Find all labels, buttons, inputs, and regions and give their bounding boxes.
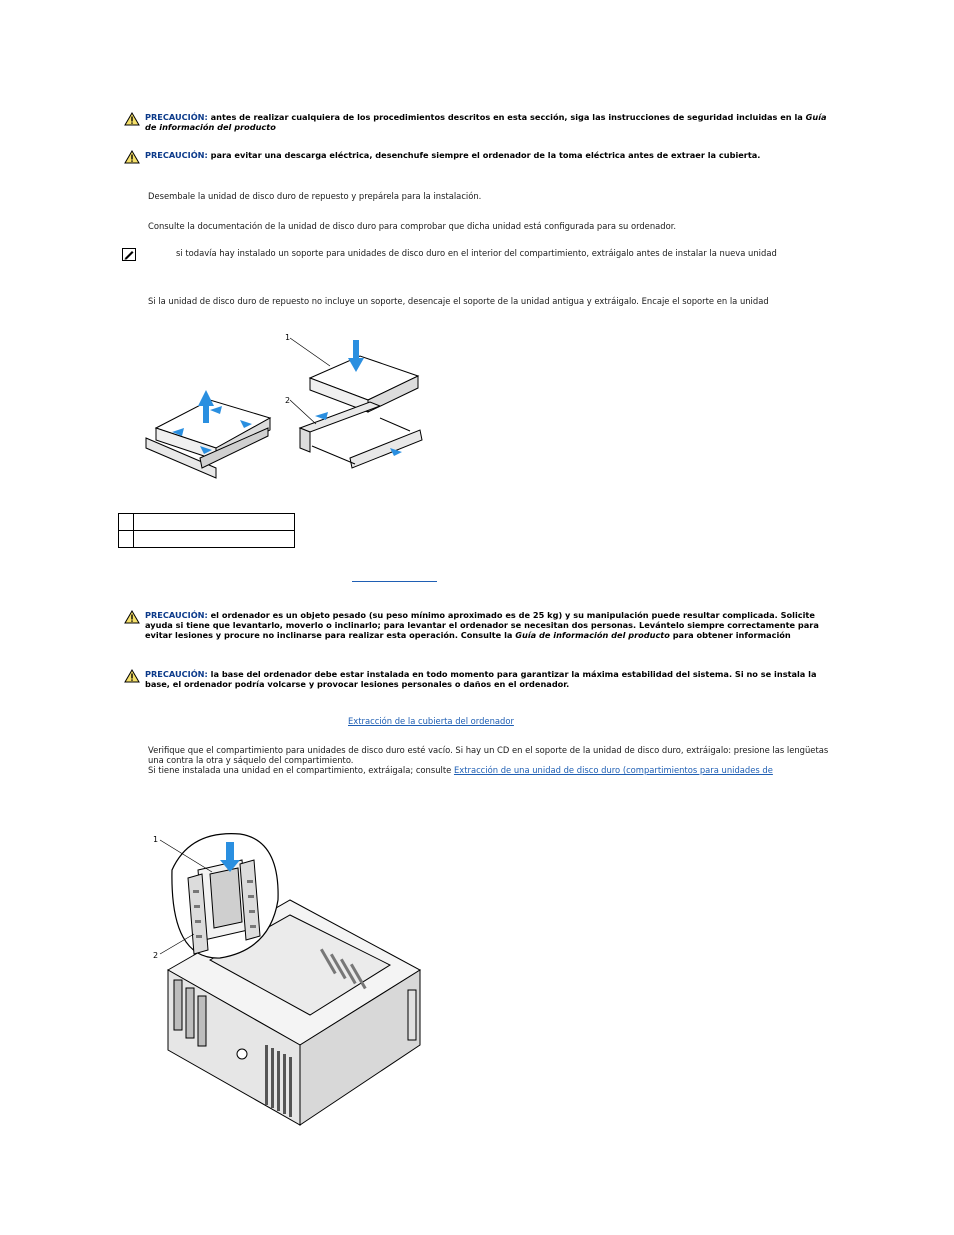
step-check-docs: Consulte la documentación de la unidad de disco duro para comprobar que dicha unidad está configurada para su ordenador.	[148, 221, 677, 231]
empty-link[interactable]	[352, 581, 437, 582]
step-bracket: Si la unidad de disco duro de repuesto no incluye un soporte, desencaje el soporte de la unidad antigua y extráigalo. Encaje el soporte en la unidad	[148, 296, 769, 306]
caution-label: PRECAUCIÓN:	[145, 150, 208, 160]
warning-icon	[124, 610, 140, 624]
caution-label: PRECAUCIÓN:	[145, 610, 208, 620]
step-verify	[148, 745, 833, 785]
figure2-callout-2: 2	[153, 951, 159, 960]
warning-icon	[124, 669, 140, 683]
table-row	[119, 514, 295, 531]
caution-text: el ordenador es un objeto pesado (su peso mínimo aproximado es de 25 kg) y su manipulación puede resultar complicada. Solicite ayuda si tiene que levantarlo, moverlo o inclinarlo; para levantar el ordenador se necesitan dos personas. Levántelo siempre correctamente para evitar lesiones y procure no inclinarse para realizar esta operación. Consulte la	[145, 610, 819, 640]
warning-icon	[124, 112, 140, 126]
legend-number	[119, 531, 134, 548]
drive-removal-link-continuation[interactable]	[148, 775, 216, 783]
note-text: si todavía hay instalado un soporte para unidades de disco duro en el interior del compartimiento, extráigalo antes de instalar la nueva unidad	[176, 248, 777, 258]
drive-bracket-illustration	[140, 328, 430, 488]
caution-text: para evitar una descarga eléctrica, desenchufe siempre el ordenador de la toma eléctrica antes de extraer la cubierta.	[207, 150, 761, 160]
caution-text: la base del ordenador debe estar instalada en todo momento para garantizar la máxima estabilidad del sistema. Si no se instala la base, el ordenador podría volcarse y provocar lesiones personales o daños en el ordenador.	[145, 669, 817, 689]
figure1-callout-1: 1	[285, 333, 291, 342]
figure2-callout-1: 1	[153, 835, 159, 844]
legend-description	[134, 531, 295, 548]
caution-italic: Guía de información del producto	[515, 630, 670, 640]
drive-removal-link[interactable]: Extracción de una unidad de disco duro (compartimientos para unidades de	[453, 765, 773, 775]
caution-italic: Guía de información del producto	[145, 112, 827, 132]
cover-removal-link[interactable]: Extracción de la cubierta del ordenador	[348, 716, 514, 726]
callout-legend-table	[118, 513, 295, 548]
caution-tail: para obtener información	[669, 630, 791, 640]
legend-description	[134, 514, 295, 531]
warning-icon	[124, 150, 140, 164]
step-unpack: Desembale la unidad de disco duro de repuesto y prepárela para la instalación.	[148, 191, 482, 201]
caution-label: PRECAUCIÓN:	[145, 669, 208, 679]
legend-number	[119, 514, 134, 531]
caution-text: antes de realizar cualquiera de los procedimientos descritos en esta sección, siga las instrucciones de seguridad incluidas en la	[207, 112, 806, 122]
verify-text: Verifique que el compartimiento para unidades de disco duro esté vacío. Si hay un CD en el soporte de la unidad de disco duro, extráigalo: presione las lengüetas una contra la otra y sáquelo del compartimiento.	[148, 745, 829, 765]
note-icon	[122, 248, 136, 261]
installed-text: Si tiene instalada una unidad en el compartimiento, extráigala; consulte	[148, 765, 454, 775]
computer-tower-illustration	[150, 830, 430, 1130]
caution-label: PRECAUCIÓN:	[145, 112, 208, 122]
table-row	[119, 531, 295, 548]
figure1-callout-2: 2	[285, 396, 291, 405]
